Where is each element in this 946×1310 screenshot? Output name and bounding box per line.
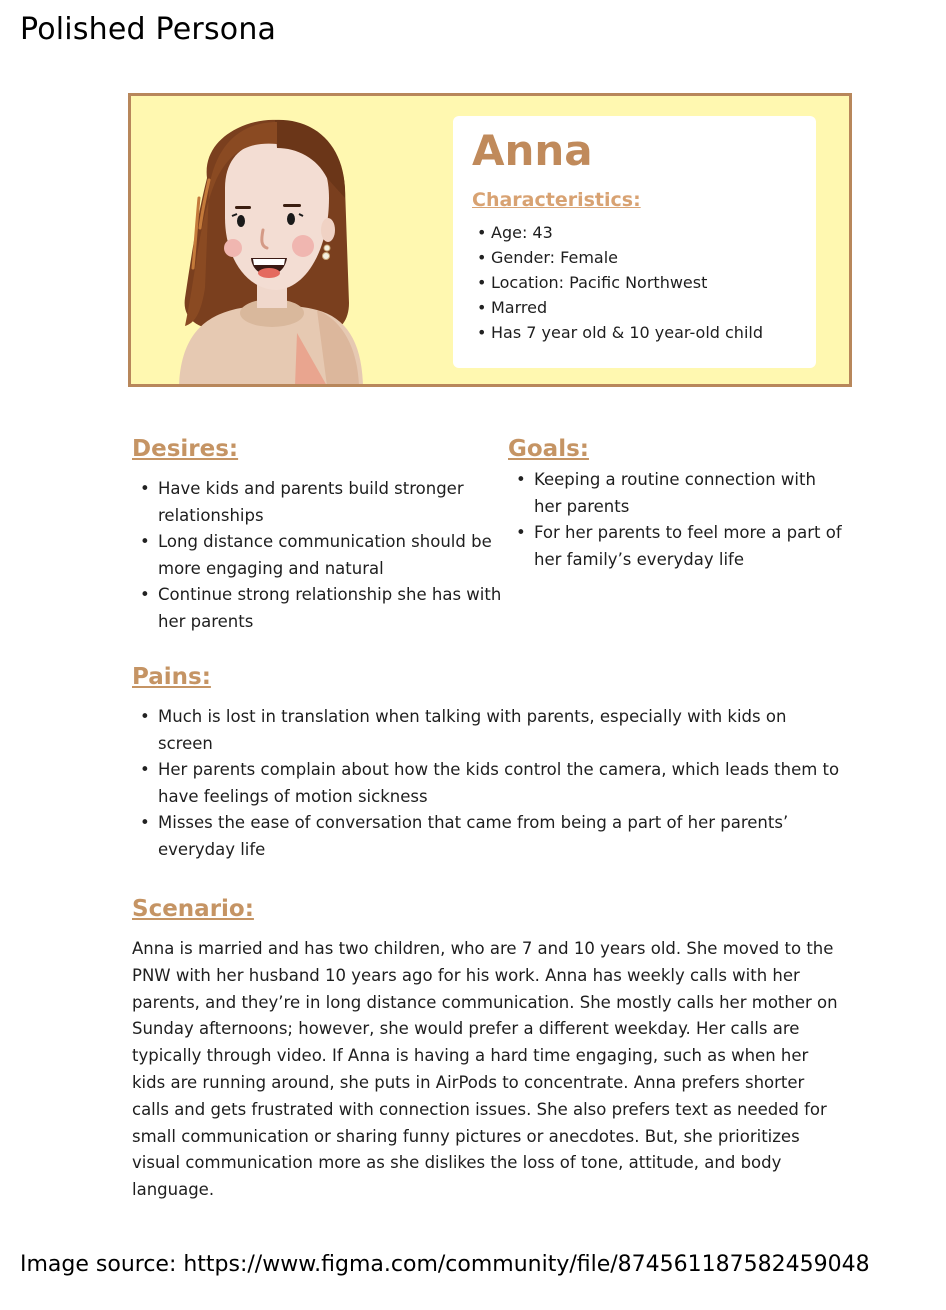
goal-item: • For her parents to feel more a part of her family’s everyday life: [508, 520, 848, 573]
desire-item: • Continue strong relationship she has with her parents: [132, 582, 502, 635]
characteristic-item: • Location: Pacific Northwest: [477, 270, 763, 295]
characteristics-list: [477, 220, 763, 345]
goal-item: • Keeping a routine connection with her parents: [508, 467, 848, 520]
scenario-heading: Scenario:: [132, 896, 254, 922]
image-source-caption: Image source: https://www.figma.com/community/file/874561187582459048: [20, 1252, 870, 1277]
pains-heading: Pains:: [132, 664, 211, 690]
goals-heading: Goals:: [508, 436, 589, 462]
pains-list: [132, 704, 844, 863]
characteristic-item: • Marred: [477, 295, 763, 320]
desire-item: • Have kids and parents build stronger relationships: [132, 476, 502, 529]
persona-info-card: [453, 116, 816, 368]
desire-item: • Long distance communication should be more engaging and natural: [132, 529, 502, 582]
desires-list: [132, 476, 502, 635]
goals-list: [508, 467, 848, 573]
pain-item: • Misses the ease of conversation that came from being a part of her parents’ everyday life: [132, 810, 844, 863]
scenario-text: Anna is married and has two children, who are 7 and 10 years old. She moved to the PNW with her husband 10 years ago for his work. Anna has weekly calls with her parents, and they’re in long distance communication. She mostly calls her mother on Sunday afternoons; however, she would prefer a different weekday. Her calls are typically through video. If Anna is having a hard time engaging, such as when her kids are running around, she puts in AirPods to concentrate. Anna prefers shorter calls and gets frustrated with connection issues. She also prefers text as needed for small communication or sharing funny pictures or anecdotes. But, she prioritizes visual communication more as she dislikes the loss of tone, attitude, and body language.: [132, 939, 838, 1200]
page-title: Polished Persona: [20, 12, 277, 47]
characteristics-heading: Characteristics:: [472, 189, 641, 211]
characteristic-item: • Has 7 year old & 10 year-old child: [477, 320, 763, 345]
characteristic-item: • Age: 43: [477, 220, 763, 245]
persona-header-panel: [128, 93, 852, 387]
characteristic-item: • Gender: Female: [477, 245, 763, 270]
pain-item: • Much is lost in translation when talking with parents, especially with kids on screen: [132, 704, 844, 757]
desires-heading: Desires:: [132, 436, 239, 462]
persona-avatar-illustration: [177, 118, 367, 386]
persona-name: Anna: [472, 126, 593, 175]
pain-item: • Her parents complain about how the kids control the camera, which leads them to have feelings of motion sickness: [132, 757, 844, 810]
